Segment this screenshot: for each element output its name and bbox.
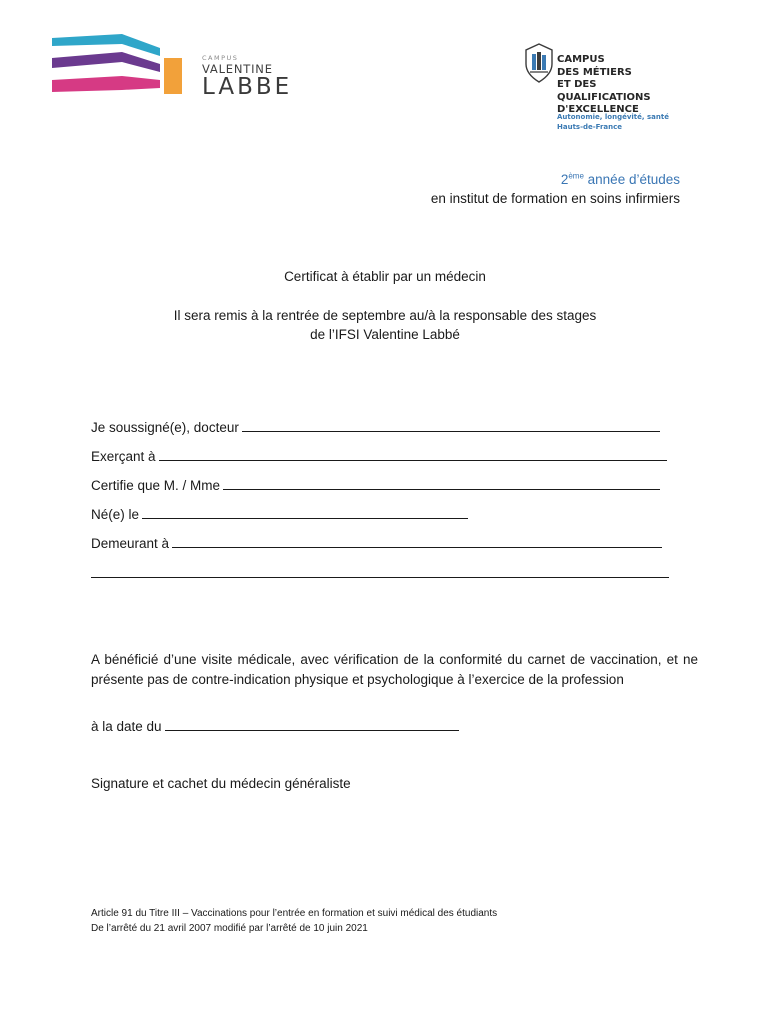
year-suffix: année d’études	[583, 172, 680, 187]
logo-title	[557, 54, 651, 117]
certify-row	[91, 477, 660, 493]
logo-title-line: ET DES	[557, 79, 597, 90]
doctor-label: Je soussigné(e), docteur	[91, 420, 239, 435]
remit-line-2: de l’IFSI Valentine Labbé	[310, 327, 460, 342]
date-row	[91, 718, 459, 734]
study-year-heading	[561, 172, 680, 187]
medical-visit-statement: A bénéficié d’une visite médicale, avec vérification de la conformité du carnet de vaccination, et ne présente pas de contre-indication physique et psychologique à l’exercice de la profession	[91, 652, 698, 687]
logo-title-line: D'EXCELLENCE	[557, 104, 639, 115]
practicing-location-field[interactable]	[159, 448, 667, 461]
residing-row	[91, 535, 662, 551]
doctor-name-field[interactable]	[242, 419, 660, 432]
remit-line-1: Il sera remis à la rentrée de septembre au/à la responsable des stages	[173, 308, 597, 323]
year-number: 2	[560, 172, 569, 187]
signature-label	[91, 776, 351, 791]
books-badge-icon	[522, 42, 556, 84]
legal-reference-line-2: De l’arrêté du 21 avril 2007 modifié par l’arrêté de 10 juin 2021	[91, 923, 368, 934]
practicing-label: Exerçant à	[91, 449, 156, 464]
logo-stripes-icon	[52, 32, 192, 100]
logo-title-line: DES MÉTIERS	[557, 66, 632, 78]
date-label: à la date du	[91, 719, 162, 734]
certificate-title: Certificat à établir par un médecin	[284, 269, 486, 284]
institute-heading: en institut de formation en soins infirmiers	[430, 191, 680, 206]
residing-label: Demeurant à	[91, 536, 170, 551]
logo-subtitle	[557, 112, 669, 132]
year-superscript: ème	[568, 171, 584, 181]
logo-valentine-text: VALENTINE	[202, 62, 273, 76]
address-field[interactable]	[172, 535, 662, 548]
campus-metiers-logo	[522, 42, 722, 142]
legal-reference-line-1: Article 91 du Titre III – Vaccinations pour l’entrée en formation et suivi médical des étudiants	[91, 908, 498, 919]
logo-labbe-text: LABBE	[202, 74, 293, 100]
address-continuation-field[interactable]	[91, 565, 669, 578]
visit-date-field[interactable]	[165, 718, 459, 731]
logo-subtitle-line: Autonomie, longévité, santé	[557, 113, 669, 121]
legal-reference	[91, 906, 497, 936]
certify-label: Certifie que M. / Mme	[91, 478, 221, 493]
birth-date-field[interactable]	[142, 506, 468, 519]
logo-campus-text: CAMPUS	[202, 54, 239, 62]
born-label: Né(e) le	[91, 507, 140, 522]
logo-title-line: QUALIFICATIONS	[557, 91, 651, 103]
address-continuation-row	[91, 565, 669, 578]
signature-text: Signature et cachet du médecin généraliste	[91, 776, 351, 791]
campus-valentine-labbe-logo	[52, 32, 292, 100]
patient-name-field[interactable]	[223, 477, 660, 490]
born-row	[91, 506, 468, 522]
logo-title-line: CAMPUS	[557, 54, 605, 65]
practicing-row	[91, 448, 667, 464]
doctor-row	[91, 419, 660, 435]
logo-subtitle-line: Hauts-de-France	[557, 123, 623, 131]
